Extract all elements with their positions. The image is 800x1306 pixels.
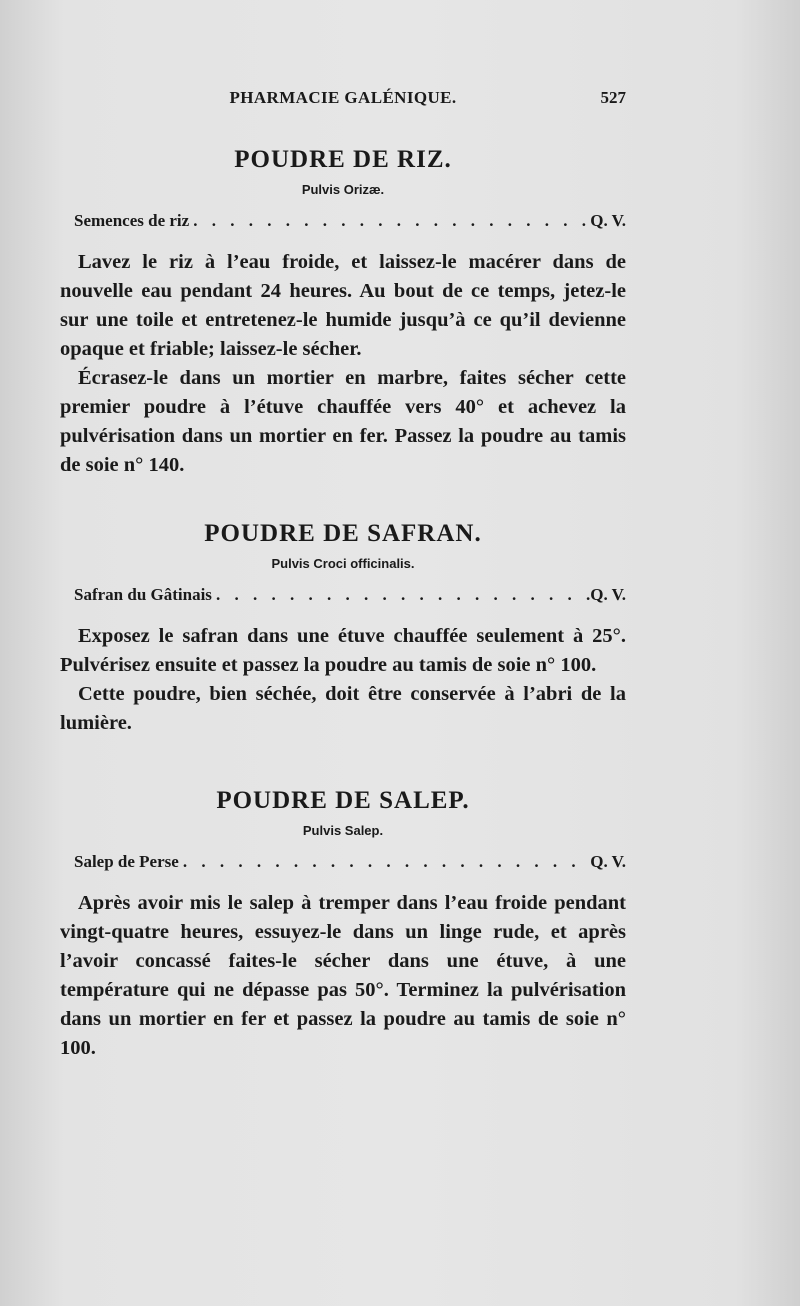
paragraph: Après avoir mis le salep à tremper dans l’eau froide pendant vingt-quatre heures, essuyez-le dans un linge rude, et après l’avoir concassé faites-le sécher dans une étuve, à une température qui ne dépasse pas 50°. Terminez la pulvérisation dans un mortier en fer et passez la poudre au tamis de soie n° 100. [60, 892, 626, 1059]
dot-leader [189, 210, 590, 232]
ingredient-line [74, 210, 626, 232]
latin-name: Pulvis Orizæ. [301, 182, 385, 197]
ingredient-line [74, 851, 626, 873]
section-title: POUDRE DE SALEP. [216, 787, 470, 814]
dot-leader [212, 584, 590, 606]
dot-leader [179, 851, 590, 873]
running-title: PHARMACIE GALÉNIQUE. [229, 88, 457, 107]
paragraph: Cette poudre, bien séchée, doit être conservée à l’abri de la lumière. [60, 683, 626, 734]
section-title: POUDRE DE RIZ. [234, 146, 452, 173]
latin-name: Pulvis Croci officinalis. [271, 556, 415, 571]
ingredient-quantity: Q. V. [590, 211, 626, 230]
section-title: POUDRE DE SAFRAN. [204, 520, 482, 547]
ingredient-name: Semences de riz [74, 211, 190, 230]
paragraph: Lavez le riz à l’eau froide, et laissez-le macérer dans de nouvelle eau pendant 24 heures. Au bout de ce temps, jetez-le sur une toile et entretenez-le humide jusqu’à ce qu’il devienne opaque et friable; laissez-le sécher. [60, 251, 626, 360]
ingredient-quantity: Q. V. [590, 585, 626, 604]
ingredient-quantity: Q. V. [590, 852, 626, 871]
paragraph: Exposez le safran dans une étuve chauffée seulement à 25°. Pulvérisez ensuite et passez la poudre au tamis de soie n° 100. [60, 625, 626, 676]
ingredient-name: Safran du Gâtinais [74, 585, 212, 604]
paragraph: Écrasez-le dans un mortier en marbre, faites sécher cette premier poudre à l’étuve chauffée vers 40° et achevez la pulvérisation dans un mortier en fer. Passez la poudre au tamis de soie n° 140. [60, 367, 626, 476]
section-poudre-de-riz [60, 146, 626, 480]
ingredient-name: Salep de Perse [74, 852, 179, 871]
section-poudre-de-salep [60, 787, 626, 1063]
latin-name: Pulvis Salep. [302, 823, 384, 838]
running-head [60, 88, 626, 112]
section-poudre-de-safran [60, 520, 626, 738]
ingredient-line [74, 584, 626, 606]
page-number: 527 [600, 88, 626, 107]
